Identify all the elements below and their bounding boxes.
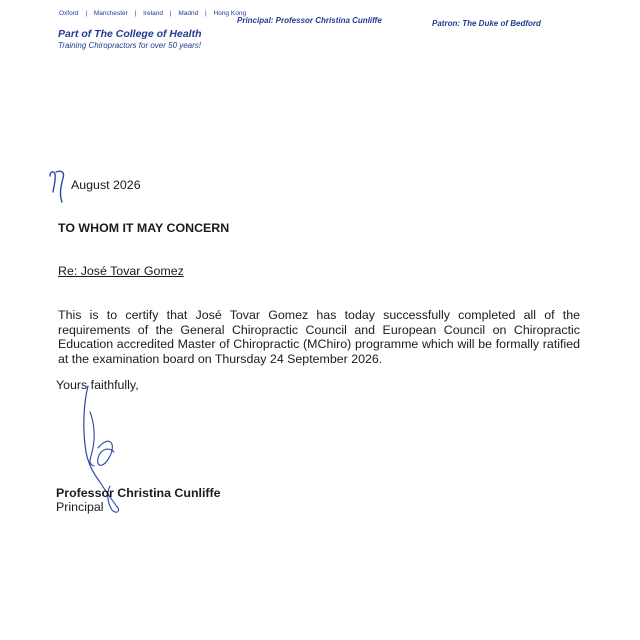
location-hong-kong: Hong Kong <box>213 10 247 17</box>
college-tagline: Training Chiropractors for over 50 years! <box>58 41 202 50</box>
patron-line: Patron: The Duke of Bedford <box>432 19 541 28</box>
location-separator: | <box>134 10 137 17</box>
re-line: Re: José Tovar Gomez <box>58 264 184 278</box>
location-manchester: Manchester <box>93 10 128 17</box>
handwritten-day-mark <box>44 166 74 206</box>
locations-list <box>59 10 246 17</box>
location-separator: | <box>85 10 88 17</box>
letter-date: August 2026 <box>71 178 141 192</box>
salutation: TO WHOM IT MAY CONCERN <box>58 221 230 235</box>
location-separator: | <box>169 10 172 17</box>
location-ireland: Ireland <box>143 10 164 17</box>
closing-line: Yours faithfully, <box>56 378 139 392</box>
location-separator: | <box>205 10 207 17</box>
signatory-name: Professor Christina Cunliffe <box>56 486 221 500</box>
principal-line: Principal: Professor Christina Cunliffe <box>237 16 382 25</box>
college-name: Part of The College of Health <box>58 28 202 40</box>
location-oxford: Oxford <box>59 10 79 17</box>
signatory-title: Principal <box>56 500 104 514</box>
location-madrid: Madrid <box>178 10 199 17</box>
certification-paragraph: This is to certify that José Tovar Gomez has today successfully completed all of the requirements of the General Chiropractic Council and European Council on Chiropractic Education accredited Master of Chiropractic (MChiro) programme which will be formally ratified at the examination board on Thursday 24 September 2026. <box>58 308 580 366</box>
